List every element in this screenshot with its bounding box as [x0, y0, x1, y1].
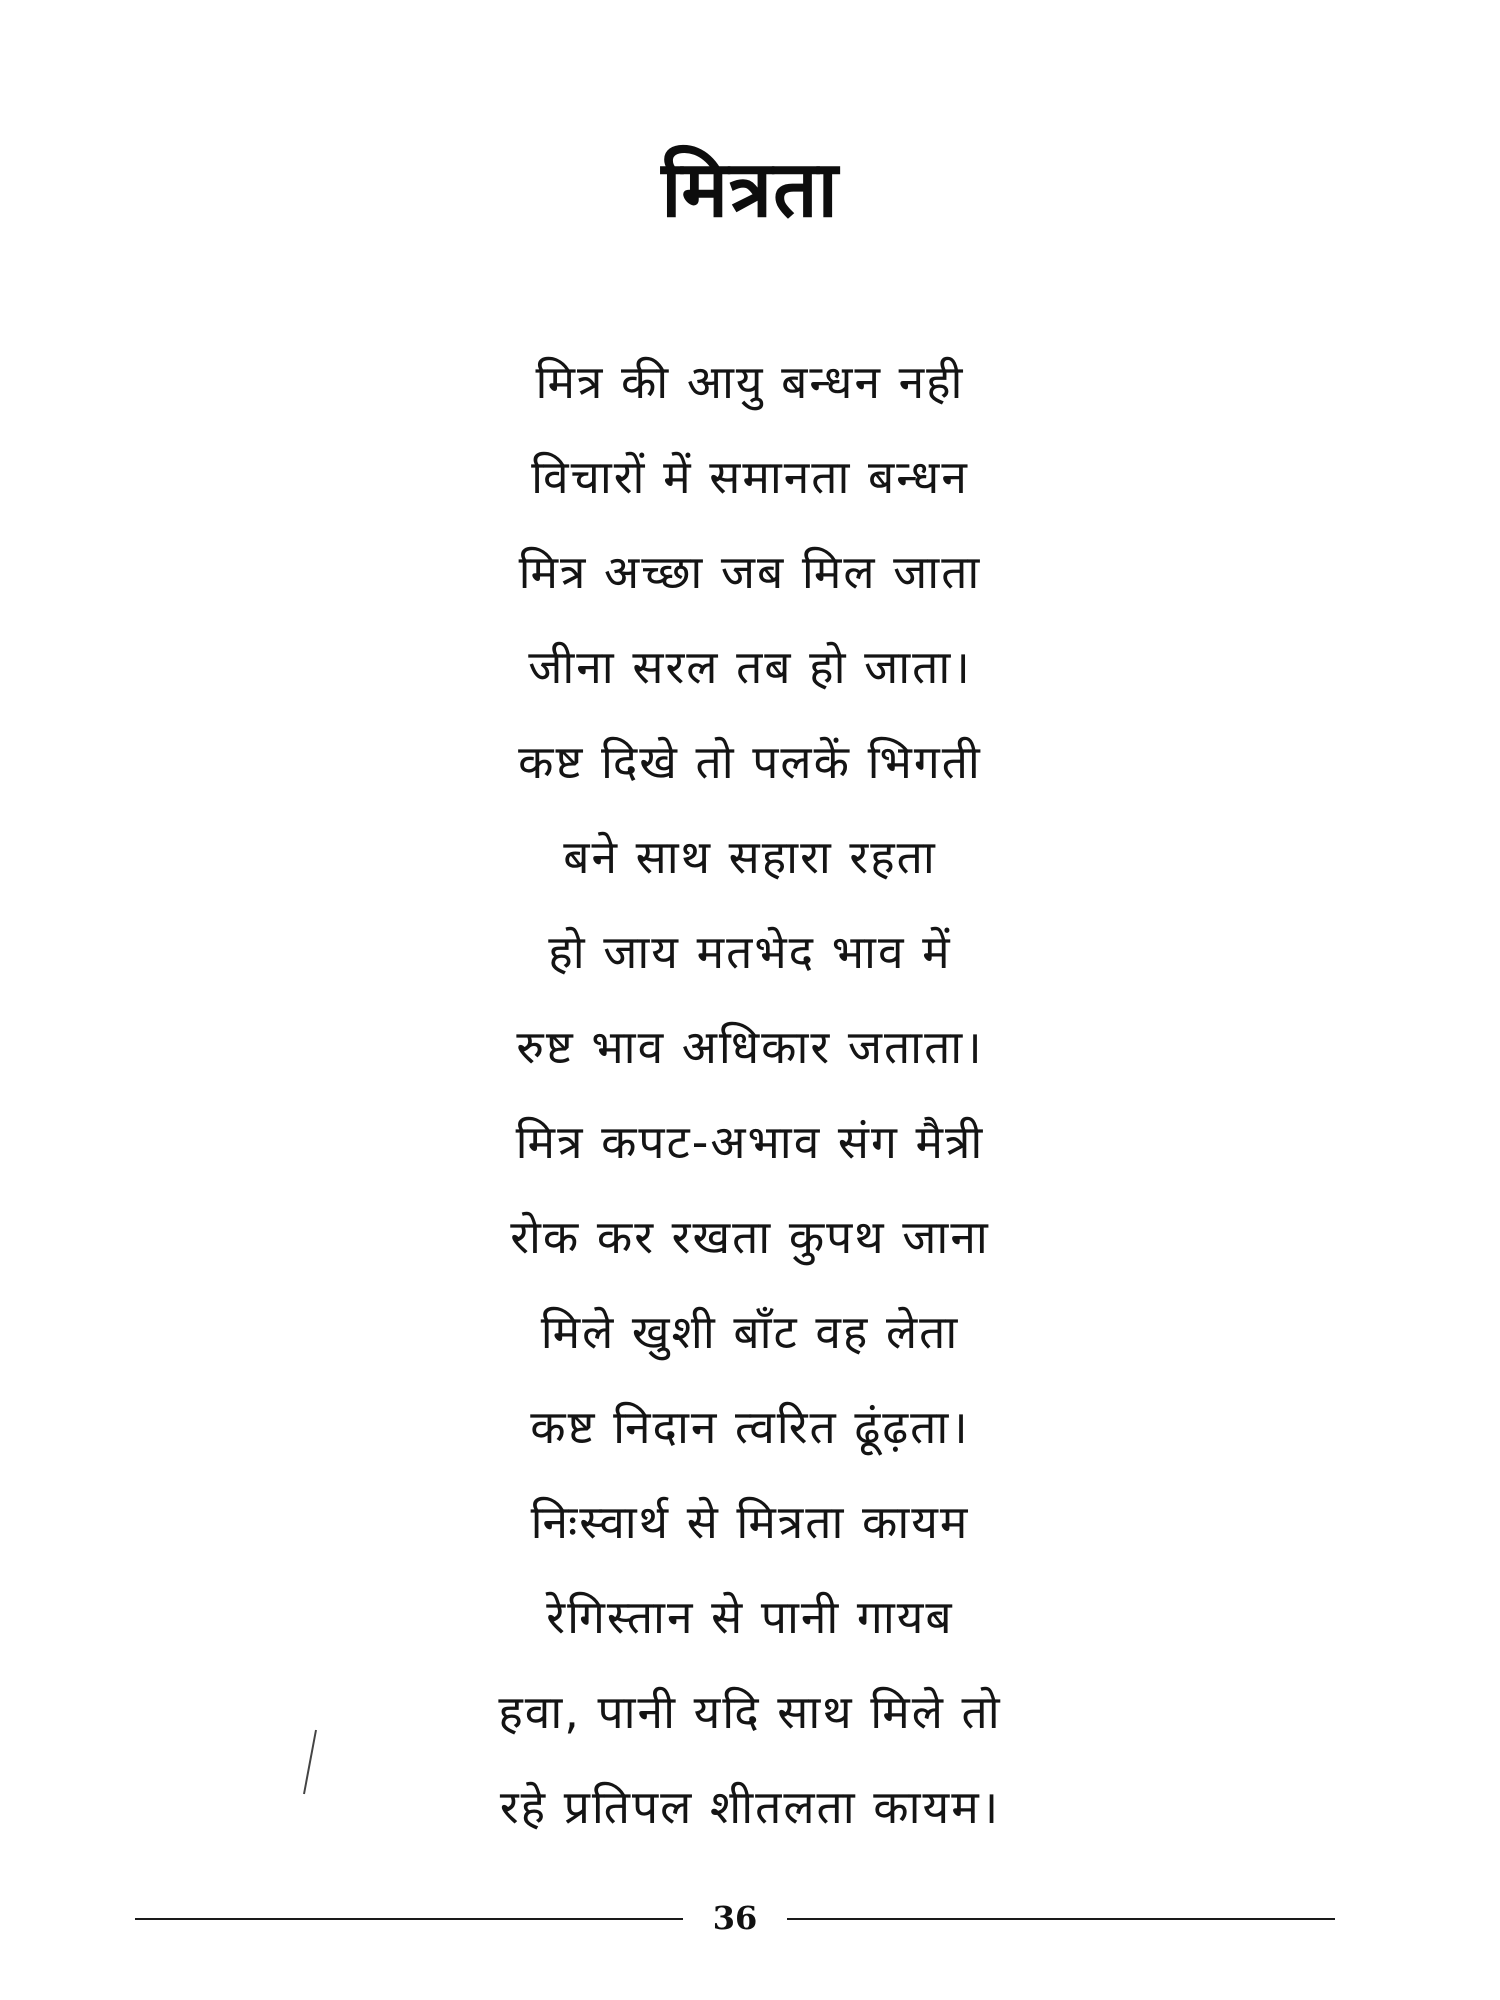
scan-scratch-mark	[300, 1728, 320, 1796]
footer-rule-right	[787, 1918, 1335, 1920]
poem-line: रहे प्रतिपल शीतलता कायम।	[499, 1780, 1001, 1834]
poem-line: बने साथ सहारा रहता	[563, 830, 937, 884]
footer-rule-left	[135, 1918, 683, 1920]
poem-title: मित्रता	[661, 145, 839, 236]
poem-line: विचारों में समानता बन्धन	[531, 450, 969, 504]
poem-line: रेगिस्तान से पानी गायब	[546, 1590, 954, 1644]
poem-line: मित्र अच्छा जब मिल जाता	[518, 545, 982, 599]
poem-line: कष्ट दिखे तो पलकें भिगती	[518, 735, 982, 789]
poem-line: रुष्ट भाव अधिकार जताता।	[516, 1020, 984, 1074]
poem-body	[0, 335, 1500, 1855]
poem-line: रोक कर रखता कुपथ जाना	[510, 1210, 990, 1264]
poem-line: कष्ट निदान त्वरित ढूंढ़ता।	[530, 1400, 970, 1454]
poem-line: हो जाय मतभेद भाव में	[548, 925, 952, 979]
page-footer	[135, 1888, 1335, 1948]
page-number: 36	[712, 1899, 758, 1937]
poem-line: मिले खुशी बाँट वह लेता	[540, 1305, 960, 1359]
poem-line: निःस्वार्थ से मित्रता कायम	[530, 1495, 970, 1549]
poem-line: हवा, पानी यदि साथ मिले तो	[498, 1685, 1002, 1739]
poem-line: जीना सरल तब हो जाता।	[528, 640, 972, 694]
poem-line: मित्र कपट-अभाव संग मैत्री	[515, 1115, 985, 1169]
poem-line: मित्र की आयु बन्धन नही	[535, 355, 965, 409]
